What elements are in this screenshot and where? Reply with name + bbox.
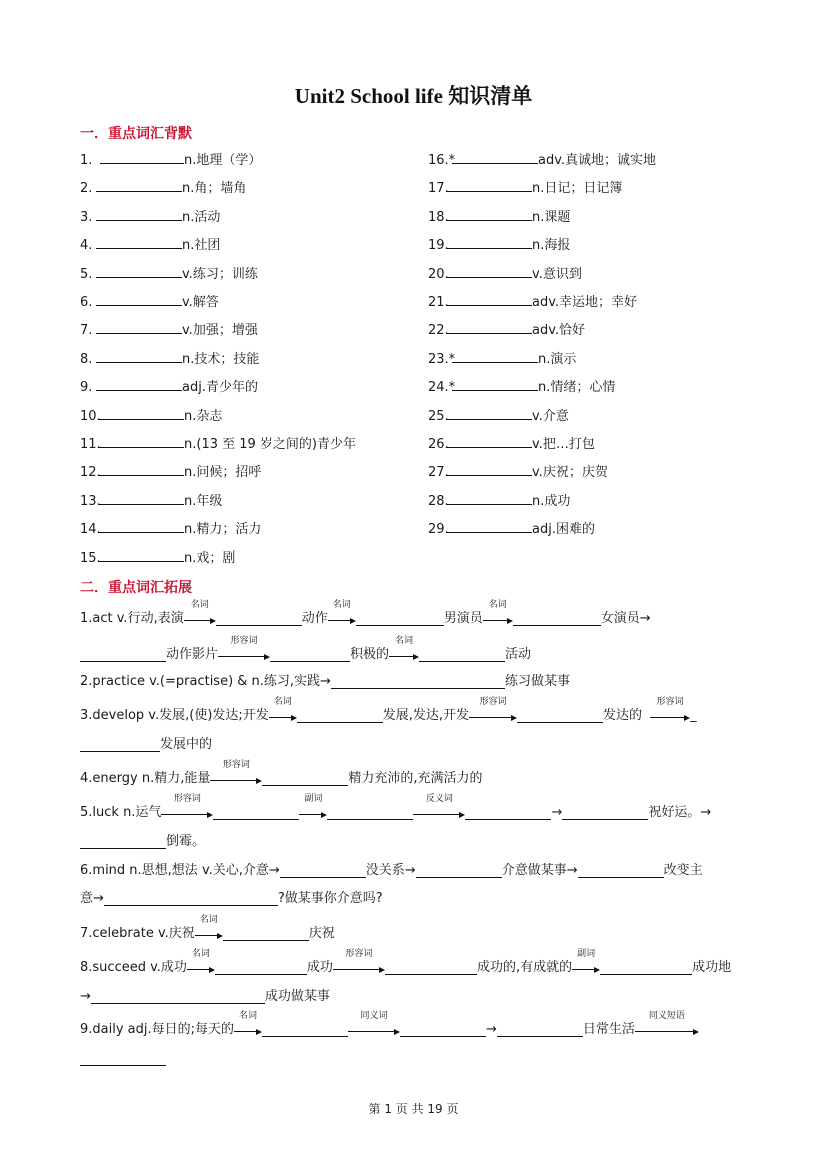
vocab-number: 14. xyxy=(80,522,101,538)
vocab-number: 23.* xyxy=(428,351,456,367)
ext-text: 积极的 xyxy=(350,647,390,662)
vocab-number: 1. xyxy=(80,153,93,168)
answer-blank[interactable] xyxy=(270,646,350,662)
answer-blank[interactable] xyxy=(96,178,182,192)
ext-line-develop-cont xyxy=(80,734,212,756)
ext-text: ?做某事你介意吗? xyxy=(277,891,383,906)
answer-blank[interactable] xyxy=(452,377,538,391)
arrow-label: 副词 xyxy=(304,794,323,804)
answer-blank[interactable] xyxy=(98,491,184,505)
ext-text: 活动 xyxy=(505,647,532,662)
vocab-number: 11. xyxy=(80,437,101,452)
arrow-label: 同义词 xyxy=(360,1011,388,1021)
answer-blank[interactable] xyxy=(98,548,184,562)
ext-text: 2.practice v.(=practise) & n.练习,实践→ xyxy=(80,674,331,689)
answer-blank[interactable] xyxy=(452,349,538,363)
arrow-label: 形容词 xyxy=(222,760,250,770)
answer-blank[interactable] xyxy=(91,988,265,1004)
vocab-item xyxy=(80,292,219,310)
answer-blank[interactable] xyxy=(213,804,299,820)
vocab-definition: v.解答 xyxy=(182,295,219,310)
vocab-number: 22. xyxy=(428,323,449,339)
vocab-number: 17. xyxy=(428,181,449,197)
vocab-item xyxy=(80,264,258,282)
answer-blank[interactable] xyxy=(262,1021,348,1037)
vocab-number: 8. xyxy=(80,351,93,367)
answer-blank[interactable] xyxy=(96,320,182,334)
ext-text: 祝好运。→ xyxy=(648,805,712,820)
vocab-item xyxy=(428,434,595,452)
ext-text: 发达的 xyxy=(603,708,643,723)
arrow-icon xyxy=(184,600,216,630)
vocab-item xyxy=(80,349,259,367)
vocab-number: 21. xyxy=(428,295,449,310)
ext-line-celebrate xyxy=(80,915,335,945)
vocab-definition: adv.真诚地；诚实地 xyxy=(538,153,657,168)
arrow-icon xyxy=(187,949,215,979)
arrow-label: 形容词 xyxy=(345,949,373,959)
answer-blank[interactable] xyxy=(446,434,532,448)
section-heading-vocab: 一．重点词汇背默 xyxy=(80,126,192,142)
ext-line-practice xyxy=(80,671,570,693)
vocab-item xyxy=(428,235,570,253)
vocab-item xyxy=(80,519,261,537)
vocab-number: 10. xyxy=(80,408,101,424)
ext-line-succeed-cont xyxy=(80,986,330,1008)
arrow-icon xyxy=(195,915,223,945)
answer-blank[interactable] xyxy=(80,1050,166,1066)
arrow-icon xyxy=(572,949,600,979)
answer-blank[interactable] xyxy=(297,707,383,723)
ext-text: 动作 xyxy=(301,611,328,626)
vocab-item xyxy=(80,491,222,509)
vocab-item xyxy=(428,264,582,282)
vocab-definition: n.问候；招呼 xyxy=(184,465,262,481)
arrow-icon xyxy=(218,636,270,666)
arrow-label: 名词 xyxy=(239,1011,258,1021)
arrow-icon xyxy=(299,794,327,824)
vocab-number: 6. xyxy=(80,295,93,310)
vocab-definition: n.杂志 xyxy=(184,408,223,424)
vocab-item xyxy=(428,320,585,338)
vocab-number: 3. xyxy=(80,209,93,225)
vocab-number: 25. xyxy=(428,408,449,424)
ext-text: 9.daily adj.每日的;每天的 xyxy=(80,1022,235,1037)
vocab-item xyxy=(428,178,622,196)
vocab-item xyxy=(428,519,595,537)
vocab-item xyxy=(428,349,576,367)
vocab-definition: n.角；墙角 xyxy=(182,181,247,197)
arrow-icon xyxy=(269,697,297,727)
answer-blank[interactable] xyxy=(517,707,603,723)
ext-text: 3.develop v.发展,(使)发达;开发 xyxy=(80,708,269,723)
arrow-icon xyxy=(328,600,356,630)
vocab-item xyxy=(80,548,235,566)
answer-blank[interactable] xyxy=(331,673,505,689)
ext-text: 7.celebrate v.庆祝 xyxy=(80,926,195,941)
ext-text: _ xyxy=(690,708,697,723)
ext-line-mind xyxy=(80,860,703,882)
answer-blank[interactable] xyxy=(446,519,532,533)
answer-blank[interactable] xyxy=(215,959,307,975)
vocab-definition: n.戏；剧 xyxy=(184,550,236,566)
ext-text: 6.mind n.思想,想法 v.关心,介意→ xyxy=(80,863,280,878)
arrow-icon xyxy=(210,760,262,790)
vocab-definition: adv.恰好 xyxy=(532,323,586,339)
ext-text: 动作影片 xyxy=(166,647,219,662)
answer-blank[interactable] xyxy=(280,862,366,878)
ext-text: 成功做某事 xyxy=(264,989,330,1004)
vocab-number: 19. xyxy=(428,238,449,254)
vocab-definition: n.海报 xyxy=(532,238,571,254)
answer-blank[interactable] xyxy=(446,406,532,420)
ext-line-luck xyxy=(80,794,712,824)
ext-line-succeed xyxy=(80,949,732,979)
answer-blank[interactable] xyxy=(96,377,182,391)
vocab-number: 18. xyxy=(428,209,449,225)
ext-text: 倒霉。 xyxy=(166,834,206,849)
vocab-definition: adj.困难的 xyxy=(532,522,595,538)
answer-blank[interactable] xyxy=(96,292,182,306)
arrow-icon xyxy=(348,1011,400,1041)
arrow-label: 形容词 xyxy=(656,697,684,707)
arrow-label: 名词 xyxy=(199,915,218,925)
ext-text: 庆祝 xyxy=(308,926,335,941)
vocab-definition: n.年级 xyxy=(184,493,223,509)
vocab-item xyxy=(80,462,261,480)
ext-text: → xyxy=(80,989,91,1004)
ext-text: 成功地 xyxy=(692,960,732,975)
answer-blank[interactable] xyxy=(216,610,302,626)
vocab-definition: n.社团 xyxy=(182,238,221,254)
ext-text: 意→ xyxy=(80,891,104,906)
ext-text: → xyxy=(486,1022,497,1037)
answer-blank[interactable] xyxy=(446,207,532,221)
vocab-item xyxy=(428,491,570,509)
answer-blank[interactable] xyxy=(446,178,532,192)
answer-blank[interactable] xyxy=(497,1021,583,1037)
answer-blank[interactable] xyxy=(98,434,184,448)
arrow-icon xyxy=(635,1011,699,1041)
ext-text: → xyxy=(551,805,563,820)
vocab-item xyxy=(80,406,222,424)
answer-blank[interactable] xyxy=(96,207,182,221)
arrow-icon xyxy=(483,600,513,630)
answer-blank[interactable] xyxy=(80,833,166,849)
vocab-number: 24.* xyxy=(428,380,456,396)
answer-blank[interactable] xyxy=(96,264,182,278)
answer-blank[interactable] xyxy=(419,646,505,662)
vocab-number: 29. xyxy=(428,522,449,538)
answer-blank[interactable] xyxy=(446,264,532,278)
ext-line-luck-cont xyxy=(80,831,205,853)
answer-blank[interactable] xyxy=(578,862,664,878)
answer-blank[interactable] xyxy=(385,959,477,975)
vocab-definition: n.地理（学） xyxy=(184,153,262,168)
vocab-definition: n.精力；活力 xyxy=(184,522,262,538)
answer-blank[interactable] xyxy=(98,406,184,420)
vocab-number: 16.* xyxy=(428,153,456,168)
vocab-definition: v.练习；训练 xyxy=(182,266,258,282)
arrow-label: 形容词 xyxy=(173,794,201,804)
answer-blank[interactable] xyxy=(262,770,348,786)
arrow-label: 同义短语 xyxy=(648,1011,685,1021)
vocab-item xyxy=(428,292,637,310)
page-title: Unit2 School life 知识清单 xyxy=(294,84,533,108)
ext-text: 介意做某事→ xyxy=(501,863,578,878)
vocab-definition: n.课题 xyxy=(532,209,571,225)
answer-blank[interactable] xyxy=(96,235,182,249)
vocab-item xyxy=(80,207,220,225)
arrow-label: 名词 xyxy=(332,600,351,610)
ext-text: 没关系→ xyxy=(365,863,416,878)
answer-blank[interactable] xyxy=(562,804,648,820)
answer-blank[interactable] xyxy=(98,519,184,533)
arrow-icon xyxy=(650,697,690,727)
vocab-item xyxy=(80,178,246,196)
vocab-definition: n.成功 xyxy=(532,493,571,509)
arrow-icon xyxy=(234,1011,262,1041)
vocab-item xyxy=(80,150,261,168)
vocab-item xyxy=(80,377,258,395)
ext-line-daily-cont xyxy=(80,1048,166,1070)
ext-text: 练习做某事 xyxy=(504,674,570,689)
answer-blank[interactable] xyxy=(80,736,160,752)
arrow-label: 名词 xyxy=(488,600,507,610)
vocab-definition: v.庆祝；庆贺 xyxy=(532,465,608,481)
ext-line-energy xyxy=(80,760,483,790)
vocab-definition: v.把…打包 xyxy=(532,437,595,452)
ext-text: 日常生活 xyxy=(582,1022,635,1037)
arrow-label: 形容词 xyxy=(230,636,258,646)
page-footer: 第 1 页 共 19 页 xyxy=(368,1102,459,1116)
vocab-item xyxy=(80,235,220,253)
ext-line-act-cont xyxy=(80,636,532,666)
ext-text: 女演员→ xyxy=(600,611,651,626)
arrow-label: 名词 xyxy=(395,636,414,646)
ext-text: 发展,发达,开发 xyxy=(382,708,470,723)
ext-text: 精力充沛的,充满活力的 xyxy=(348,771,483,786)
ext-text: 8.succeed v.成功 xyxy=(80,960,187,975)
vocab-item xyxy=(80,320,258,338)
section-heading-extension: 二．重点词汇拓展 xyxy=(80,580,192,596)
answer-blank[interactable] xyxy=(446,491,532,505)
ext-text: 男演员 xyxy=(443,611,483,626)
answer-blank[interactable] xyxy=(356,610,444,626)
vocab-number: 5. xyxy=(80,266,93,282)
answer-blank[interactable] xyxy=(600,959,692,975)
answer-blank[interactable] xyxy=(446,320,532,334)
vocab-definition: v.介意 xyxy=(532,408,569,424)
arrow-label: 名词 xyxy=(273,697,292,707)
vocab-definition: n.活动 xyxy=(182,209,221,225)
ext-line-daily xyxy=(80,1011,699,1041)
vocab-item xyxy=(428,462,608,480)
answer-blank[interactable] xyxy=(223,925,309,941)
vocab-definition: n.日记；日记簿 xyxy=(532,181,623,197)
ext-text: 5.luck n.运气 xyxy=(80,805,162,820)
ext-line-act xyxy=(80,600,651,630)
vocab-number: 7. xyxy=(80,323,93,339)
answer-blank[interactable] xyxy=(446,462,532,476)
answer-blank[interactable] xyxy=(452,150,538,164)
answer-blank[interactable] xyxy=(416,862,502,878)
answer-blank[interactable] xyxy=(104,890,278,906)
answer-blank[interactable] xyxy=(327,804,413,820)
answer-blank[interactable] xyxy=(98,462,184,476)
ext-text: 成功 xyxy=(306,960,333,975)
answer-blank[interactable] xyxy=(80,646,166,662)
arrow-icon xyxy=(413,794,465,824)
answer-blank[interactable] xyxy=(446,235,532,249)
vocab-definition: adv.幸运地；幸好 xyxy=(532,295,638,310)
answer-blank[interactable] xyxy=(96,349,182,363)
vocab-number: 2. xyxy=(80,181,93,197)
ext-text: 发展中的 xyxy=(160,737,213,752)
arrow-label: 名词 xyxy=(191,949,210,959)
arrow-label: 副词 xyxy=(577,949,596,959)
vocab-number: 20. xyxy=(428,266,449,282)
answer-blank[interactable] xyxy=(400,1021,486,1037)
vocab-definition: v.意识到 xyxy=(532,266,582,282)
vocab-item xyxy=(428,406,569,424)
answer-blank[interactable] xyxy=(465,804,551,820)
vocab-item xyxy=(428,150,656,168)
arrow-icon xyxy=(161,794,213,824)
ext-text: 4.energy n.精力,能量 xyxy=(80,771,211,786)
vocab-definition: n.技术；技能 xyxy=(182,351,260,367)
answer-blank[interactable] xyxy=(513,610,601,626)
ext-text: 改变主 xyxy=(663,863,703,878)
vocab-number: 4. xyxy=(80,238,93,254)
vocab-number: 27. xyxy=(428,465,449,481)
ext-text: 成功的,有成就的 xyxy=(476,960,573,975)
vocab-item xyxy=(80,434,356,452)
arrow-icon xyxy=(333,949,385,979)
vocab-definition: n.(13 至 19 岁之间的)青少年 xyxy=(184,437,356,452)
arrow-icon xyxy=(389,636,419,666)
vocab-item xyxy=(428,207,570,225)
vocab-number: 12. xyxy=(80,465,101,481)
vocab-number: 28. xyxy=(428,493,449,509)
vocab-definition: v.加强；增强 xyxy=(182,323,258,339)
answer-blank[interactable] xyxy=(100,150,184,164)
vocab-item xyxy=(428,377,615,395)
ext-line-develop xyxy=(80,697,697,727)
arrow-label: 形容词 xyxy=(479,697,507,707)
ext-line-mind-cont xyxy=(80,888,383,910)
answer-blank[interactable] xyxy=(446,292,532,306)
vocab-definition: n.演示 xyxy=(538,351,577,367)
vocab-number: 15. xyxy=(80,550,101,566)
ext-text: 1.act v.行动,表演 xyxy=(80,611,184,626)
arrow-label: 名词 xyxy=(190,600,209,610)
arrow-label: 反义词 xyxy=(425,794,453,804)
vocab-number: 9. xyxy=(80,380,93,396)
vocab-number: 26. xyxy=(428,437,449,452)
vocab-definition: adj.青少年的 xyxy=(182,380,258,396)
vocab-number: 13. xyxy=(80,493,101,509)
vocab-definition: n.情绪；心情 xyxy=(538,380,616,396)
arrow-icon xyxy=(469,697,517,727)
